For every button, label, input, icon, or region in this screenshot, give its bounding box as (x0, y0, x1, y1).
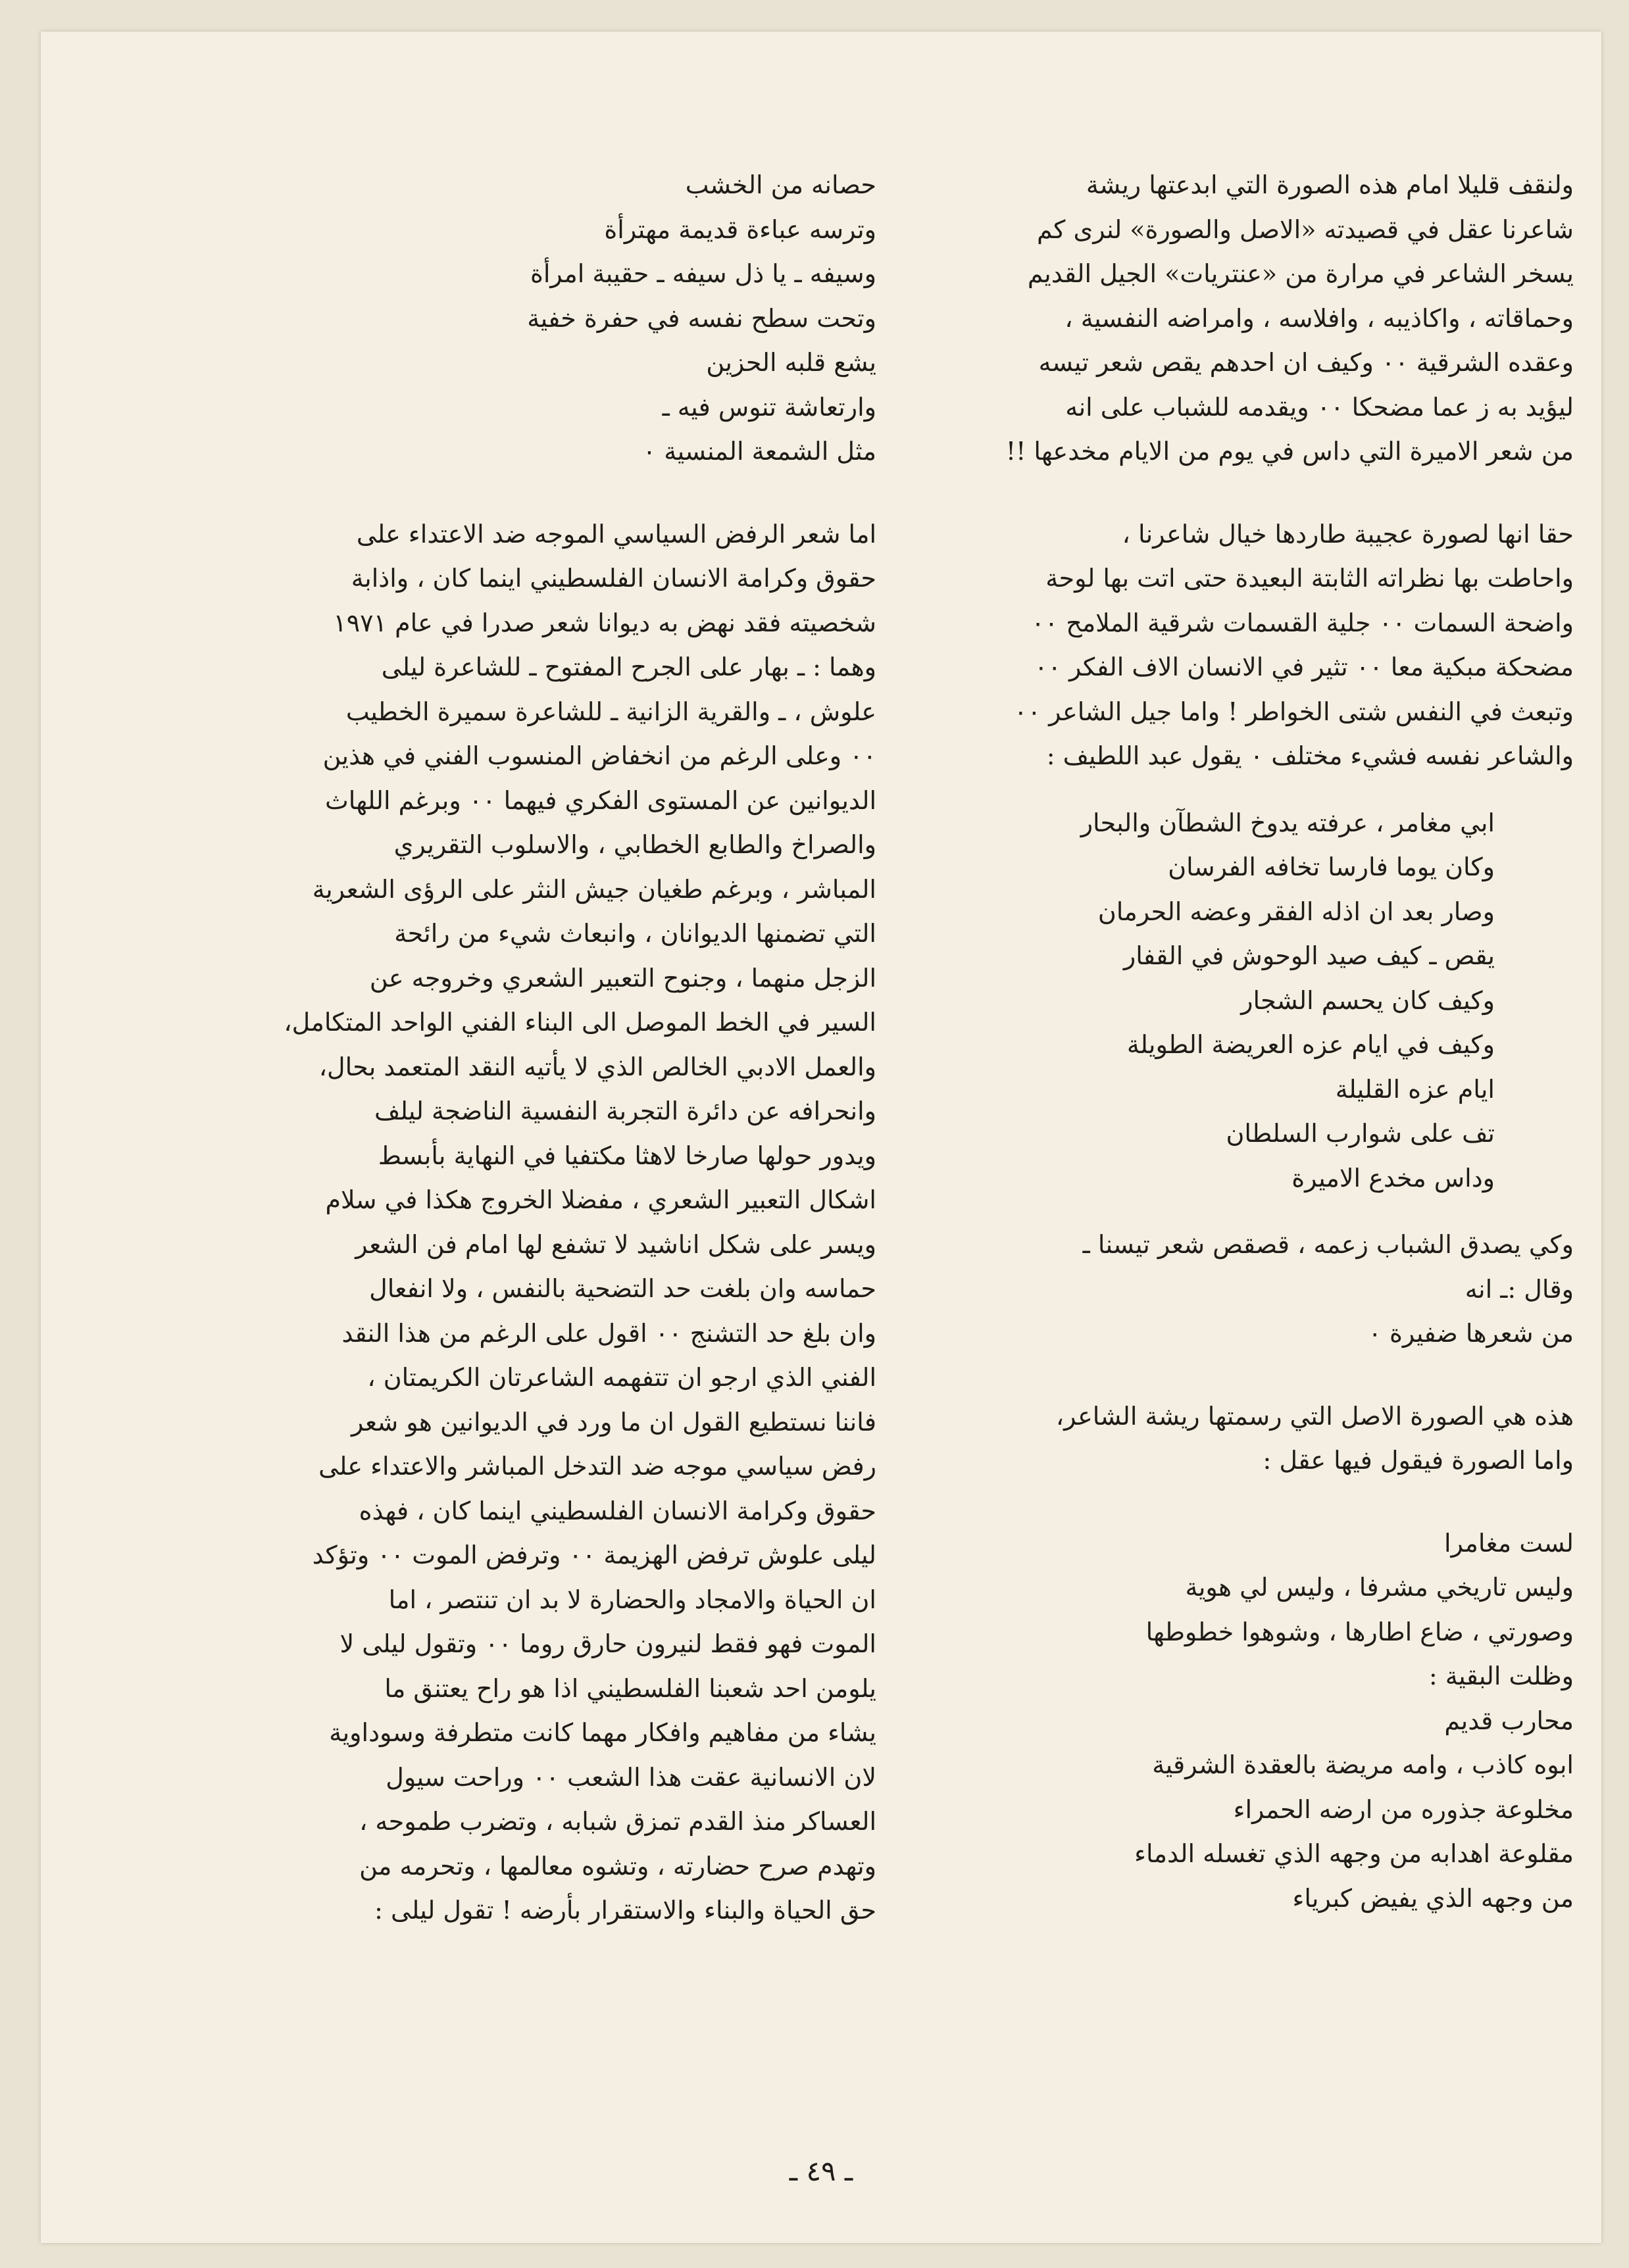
text-line: وترسه عباءة قديمة مهترأة (604, 214, 876, 244)
text-line: ولنقف قليلا امام هذه الصورة التي ابدعتها ريشة (1086, 170, 1574, 199)
text-line: وتهدم صرح حضارته ، وتشوه معالمها ، وتحرمه من (359, 1851, 876, 1881)
text-line: وعقده الشرقية ٠٠ وكيف ان احدهم يقص شعر تيسه (1038, 348, 1574, 377)
poem-image (921, 1521, 1574, 1921)
text-line: يشع قلبه الحزين (706, 348, 876, 377)
text-line: الديوانين عن المستوى الفكري فيهما ٠٠ وبرغم اللهاث (324, 785, 876, 815)
text-line: علوش ، ـ والقرية الزانية ـ للشاعرة سميرة الخطيب (345, 697, 876, 726)
text-line: ايام عزه القليلة (1335, 1074, 1495, 1104)
text-line: رفض سياسي موجه ضد التدخل المباشر والاعتداء على (318, 1452, 876, 1481)
text-line: وصورتي ، ضاع اطارها ، وشوهوا خطوطها (1145, 1617, 1574, 1646)
text-line: وكيف كان يحسم الشجار (1241, 985, 1495, 1015)
text-line: ان الحياة والامجاد والحضارة لا بد ان تنتصر ، اما (388, 1585, 876, 1614)
text-line: لست مغامرا (1443, 1528, 1574, 1558)
text-line: والصراخ والطابع الخطابي ، والاسلوب التقريري (393, 830, 876, 859)
text-line: من شعرها ضفيرة ٠ (1368, 1319, 1574, 1348)
text-line: حق الحياة والبناء والاستقرار بأرضه ! تقول ليلى : (374, 1896, 876, 1925)
paragraph-image-intro (921, 1394, 1574, 1483)
text-line: تف على شوارب السلطان (1226, 1119, 1495, 1148)
paragraph-image-description (921, 512, 1574, 779)
text-line: والعمل الادبي الخالص الذي لا يأتيه النقد المتعمد بحال، (318, 1052, 876, 1081)
text-line: وداس مخدع الاميرة (1291, 1163, 1495, 1193)
text-line: شاعرنا عقل في قصيدته «الاصل والصورة» لنرى كم (1037, 214, 1574, 244)
text-line: واضحة السمات ٠٠ جلية القسمات شرقية الملامح ٠٠ (1031, 608, 1574, 637)
text-line: وصار بعد ان اذله الفقر وعضه الحرمان (1097, 897, 1495, 926)
text-line: ٠٠ وعلى الرغم من انخفاض المنسوب الفني في هذين (322, 741, 876, 770)
text-line: المباشر ، وبرغم طغيان جيش النثر على الرؤى الشعرية (312, 874, 876, 904)
text-line: الموت فهو فقط لنيرون حارق روما ٠٠ وتقول ليلى لا (339, 1629, 876, 1658)
text-line: يلومن احد شعبنا الفلسطيني اذا هو راح يعتنق ما (384, 1673, 876, 1703)
text-line: مقلوعة اهدابه من وجهه الذي تغسله الدماء (1134, 1839, 1574, 1868)
left-column (126, 163, 876, 1933)
text-line: وان بلغ حد التشنج ٠٠ اقول على الرغم من هذا النقد (341, 1318, 876, 1348)
text-line: ويدور حولها صارخا لاهثا مكتفيا في النهاية بأبسط (378, 1141, 876, 1170)
text-line: يشاء من مفاهيم وافكار مهما كانت متطرفة وسوداوية (329, 1718, 876, 1747)
text-line: يقص ـ كيف صيد الوحوش في القفار (1123, 941, 1495, 970)
right-column (921, 163, 1574, 1921)
text-line: وسيفه ـ يا ذل سيفه ـ حقيبة امرأة (530, 259, 876, 288)
text-line: مضحكة مبكية معا ٠٠ تثير في الانسان الاف الفكر ٠٠ (1034, 653, 1574, 681)
text-line: السير في الخط الموصل الى البناء الفني الواحد المتكامل، (284, 1008, 876, 1037)
text-line: يسخر الشاعر في مرارة من «عنتريات» الجيل القديم (1027, 259, 1574, 288)
poem-continuation (126, 163, 876, 474)
text-line: مخلوعة جذوره من ارضه الحمراء (1233, 1794, 1574, 1824)
text-line: حقوق وكرامة الانسان الفلسطيني اينما كان ، واذابة (351, 564, 876, 593)
text-line: مثل الشمعة المنسية ٠ (642, 437, 876, 466)
text-line: الفني الذي ارجو ان تتفهمه الشاعرتان الكريمتان ، (367, 1363, 876, 1392)
text-line: لان الانسانية عقت هذا الشعب ٠٠ وراحت سيول (386, 1762, 876, 1792)
page-number: ـ ٤٩ ـ (789, 2155, 853, 2187)
text-line: وكي يصدق الشباب زعمه ، قصقص شعر تيسنا ـ (1082, 1230, 1574, 1259)
paragraph-political-rejection (126, 512, 876, 1933)
text-line: حماسه وان بلغت حد التضحية بالنفس ، ولا انفعال (369, 1274, 876, 1303)
scanned-page (41, 32, 1601, 2243)
paragraph-goat-hair (921, 1223, 1574, 1356)
text-line: اشكال التعبير الشعري ، مفضلا الخروج هكذا في سلام (325, 1185, 876, 1214)
text-line: ويسر على شكل اناشيد لا تشفع لها امام فن الشعر (355, 1229, 876, 1259)
text-line: حقوق وكرامة الانسان الفلسطيني اينما كان ، فهذه (359, 1496, 876, 1525)
text-line: وليس تاريخي مشرفا ، وليس لي هوية (1185, 1573, 1574, 1602)
text-line: ابوه كاذب ، وامه مريضة بالعقدة الشرقية (1152, 1750, 1574, 1779)
text-line: العساكر منذ القدم تمزق شبابه ، وتضرب طموحه ، (359, 1807, 876, 1836)
text-line: وتبعث في النفس شتى الخواطر ! واما جيل الشاعر ٠٠ (1014, 697, 1574, 726)
text-line: وظلت البقية : (1428, 1662, 1574, 1690)
text-line: وهما : ـ بهار على الجرح المفتوح ـ للشاعرة ليلى (381, 653, 876, 681)
text-line: وارتعاشة تنوس فيه ـ (662, 392, 876, 422)
text-line: واحاطت بها نظراته الثابتة البعيدة حتى اتت بها لوحة (1045, 564, 1574, 593)
text-line: وتحت سطح نفسه في حفرة خفية (527, 303, 876, 333)
text-line: وانحرافه عن دائرة التجربة النفسية الناضجة ليلف (374, 1097, 876, 1125)
text-line: وقال :ـ انه (1465, 1274, 1574, 1304)
text-line: والشاعر نفسه فشيء مختلف ٠ يقول عبد اللطيف : (1046, 741, 1574, 770)
text-line: وكيف في ايام عزه العريضة الطويلة (1126, 1030, 1495, 1059)
text-line: التي تضمنها الديوانان ، وانبعاث شيء من رائحة (394, 919, 876, 948)
text-line: ليؤيد به ز عما مضحكا ٠٠ ويقدمه للشباب على انه (1065, 392, 1574, 422)
paragraph-intro (921, 163, 1574, 474)
text-line: حقا انها لصورة عجيبة طاردها خيال شاعرنا ، (1122, 519, 1574, 549)
text-line: هذه هي الصورة الاصل التي رسمتها ريشة الشاعر، (1055, 1401, 1574, 1431)
text-line: من وجهه الذي يفيض كبرياء (1292, 1883, 1574, 1913)
text-line: وكان يوما فارسا تخافه الفرسان (1168, 852, 1495, 881)
text-line: ليلى علوش ترفض الهزيمة ٠٠ وترفض الموت ٠٠ وتؤكد (312, 1541, 876, 1569)
text-line: شخصيته فقد نهض به ديوانا شعر صدرا في عام ١٩٧١ (333, 608, 876, 637)
text-line: ابي مغامر ، عرفته يدوخ الشطآن والبحار (1080, 808, 1495, 837)
text-line: وحماقاته ، واكاذيبه ، وافلاسه ، وامراضه النفسية ، (1065, 303, 1574, 333)
text-line: الزجل منهما ، وجنوح التعبير الشعري وخروجه عن (369, 963, 876, 993)
text-line: فاننا نستطيع القول ان ما ورد في الديوانين هو شعر (351, 1407, 876, 1437)
text-line: واما الصورة فيقول فيها عقل : (1263, 1446, 1574, 1475)
text-line: محارب قديم (1444, 1706, 1574, 1735)
text-line: اما شعر الرفض السياسي الموجه ضد الاعتداء على (356, 519, 876, 549)
text-line: حصانه من الخشب (685, 170, 876, 199)
poem-origin (921, 801, 1574, 1201)
text-line: من شعر الاميرة التي داس في يوم من الايام مخدعها !! (1005, 437, 1574, 466)
